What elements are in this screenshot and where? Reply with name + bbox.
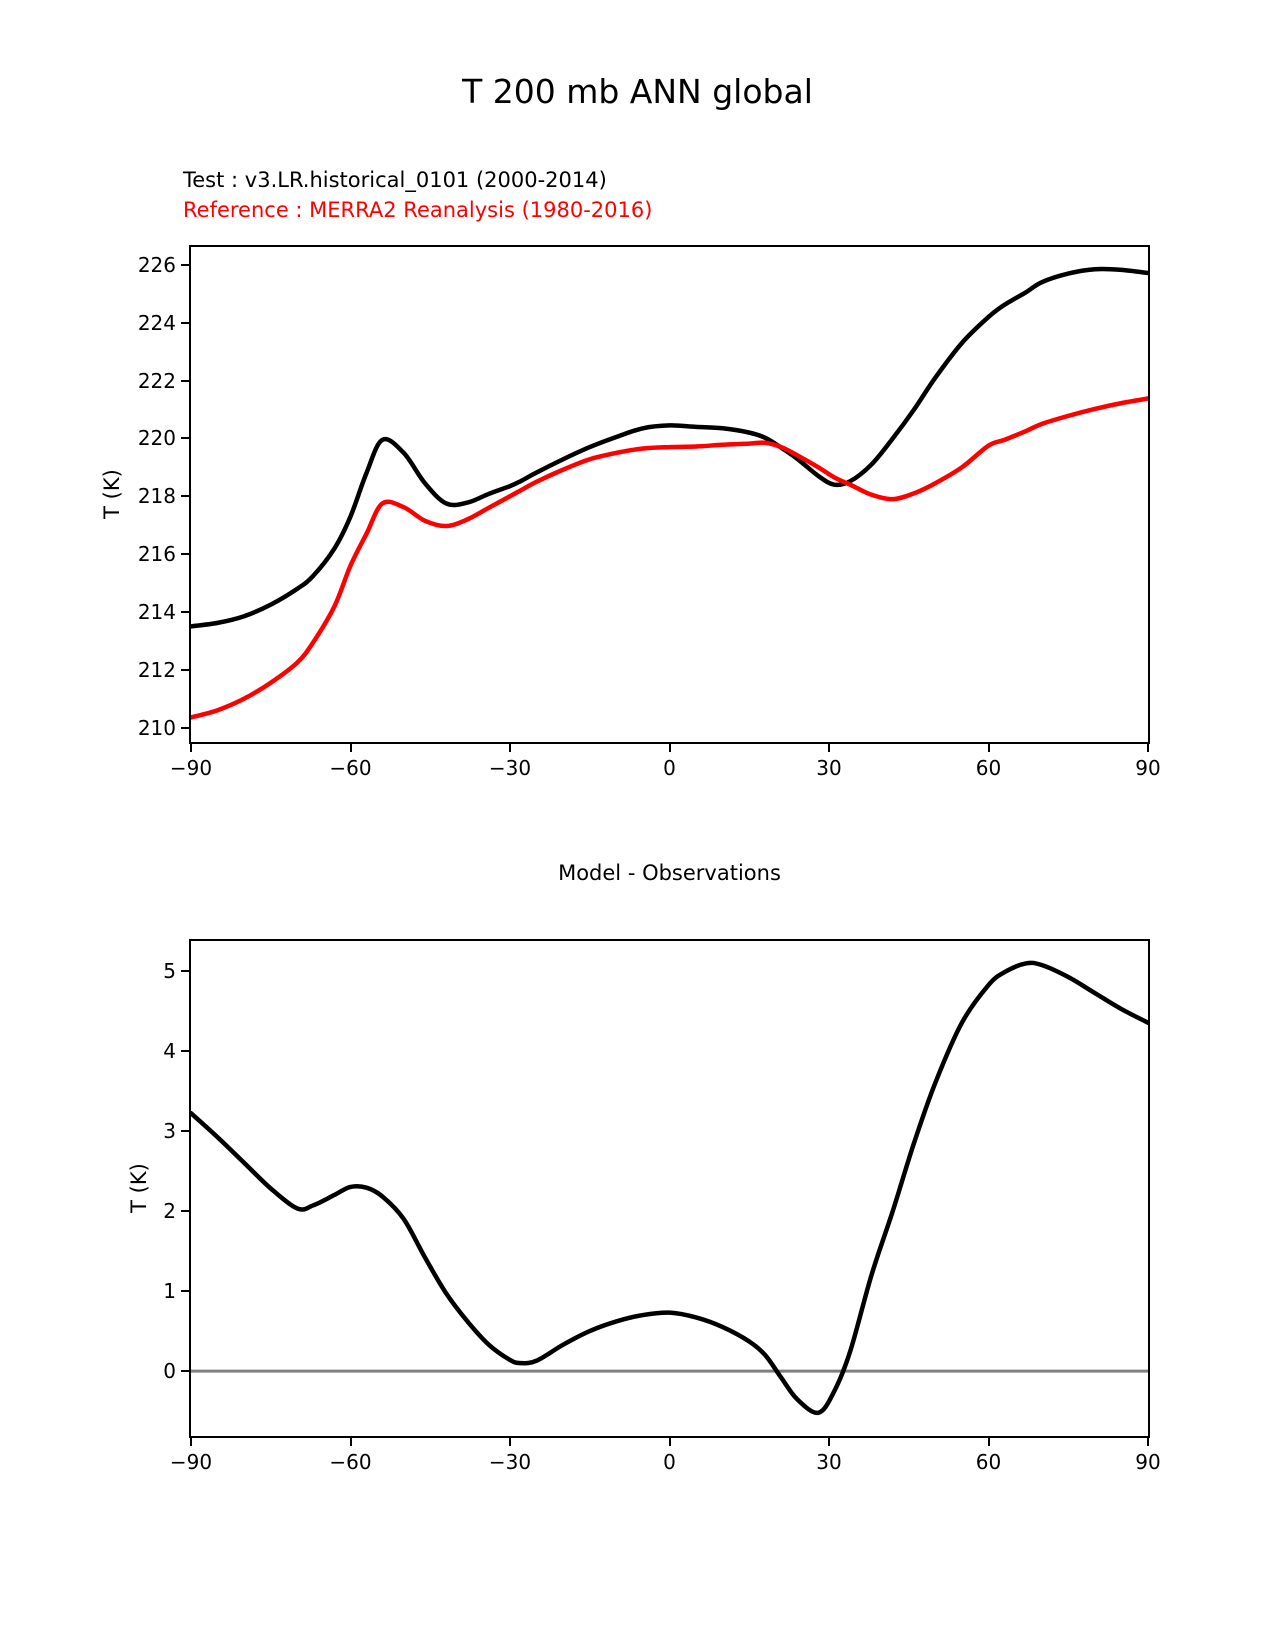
y-tick-label: 212 (137, 657, 176, 682)
y-tick-mark (181, 611, 189, 613)
y-tick-label: 216 (137, 542, 176, 567)
x-tick-label: 90 (1135, 1450, 1161, 1474)
difference-line (191, 963, 1148, 1413)
bottom-chart-ylabel: T (K) (127, 1163, 151, 1213)
bottom-chart-area (191, 941, 1148, 1436)
y-tick-label: 226 (137, 252, 176, 277)
y-tick-label: 2 (163, 1198, 176, 1223)
reference-line (191, 399, 1148, 718)
y-tick-label: 1 (163, 1279, 176, 1304)
x-tick-label: 0 (663, 1450, 676, 1474)
y-tick-mark (181, 264, 189, 266)
x-tick-label: 30 (816, 756, 842, 780)
y-tick-label: 0 (163, 1359, 176, 1384)
x-tick-mark (828, 744, 830, 752)
legend-test-label: Test : v3.LR.historical_0101 (2000-2014) (183, 168, 607, 192)
y-tick-mark (181, 1210, 189, 1212)
x-tick-label: −90 (169, 756, 213, 780)
x-tick-label: −30 (488, 1450, 532, 1474)
y-tick-mark (181, 380, 189, 382)
y-tick-label: 210 (137, 715, 176, 740)
y-tick-label: 214 (137, 599, 176, 624)
y-tick-mark (181, 1290, 189, 1292)
x-tick-label: 0 (663, 756, 676, 780)
x-tick-label: −30 (488, 756, 532, 780)
figure-title: T 200 mb ANN global (462, 72, 813, 111)
legend-reference-label: Reference : MERRA2 Reanalysis (1980-2016) (183, 198, 653, 222)
x-tick-label: −60 (329, 1450, 372, 1474)
y-tick-mark (181, 322, 189, 324)
x-tick-label: 60 (975, 756, 1002, 780)
y-tick-mark (181, 970, 189, 972)
y-tick-label: 224 (137, 310, 176, 335)
x-tick-mark (190, 744, 192, 752)
x-tick-mark (509, 1438, 511, 1446)
y-tick-label: 3 (163, 1118, 176, 1143)
y-tick-mark (181, 669, 189, 671)
x-tick-mark (988, 1438, 990, 1446)
y-tick-mark (181, 553, 189, 555)
y-tick-mark (181, 1370, 189, 1372)
y-tick-label: 4 (163, 1038, 176, 1063)
x-tick-mark (350, 744, 352, 752)
x-tick-mark (509, 744, 511, 752)
bottom-chart-title: Model - Observations (558, 861, 781, 885)
top-chart-ylabel: T (K) (100, 469, 124, 519)
y-tick-label: 220 (137, 426, 176, 451)
bottom-chart-svg (191, 941, 1148, 1436)
y-tick-label: 5 (163, 958, 176, 983)
y-tick-label: 218 (137, 484, 176, 509)
x-tick-label: −60 (329, 756, 372, 780)
y-tick-mark (181, 437, 189, 439)
x-tick-mark (190, 1438, 192, 1446)
x-tick-label: 30 (816, 1450, 842, 1474)
x-tick-mark (1147, 1438, 1149, 1446)
x-tick-label: 90 (1135, 756, 1161, 780)
x-tick-label: −90 (169, 1450, 213, 1474)
y-tick-mark (181, 727, 189, 729)
top-chart-svg (191, 247, 1148, 742)
y-tick-mark (181, 1050, 189, 1052)
y-tick-label: 222 (137, 368, 176, 393)
x-tick-mark (1147, 744, 1149, 752)
top-chart-area (191, 247, 1148, 742)
y-tick-mark (181, 1130, 189, 1132)
x-tick-label: 60 (975, 1450, 1002, 1474)
x-tick-mark (669, 1438, 671, 1446)
x-tick-mark (988, 744, 990, 752)
x-tick-mark (350, 1438, 352, 1446)
x-tick-mark (669, 744, 671, 752)
x-tick-mark (828, 1438, 830, 1446)
y-tick-mark (181, 495, 189, 497)
